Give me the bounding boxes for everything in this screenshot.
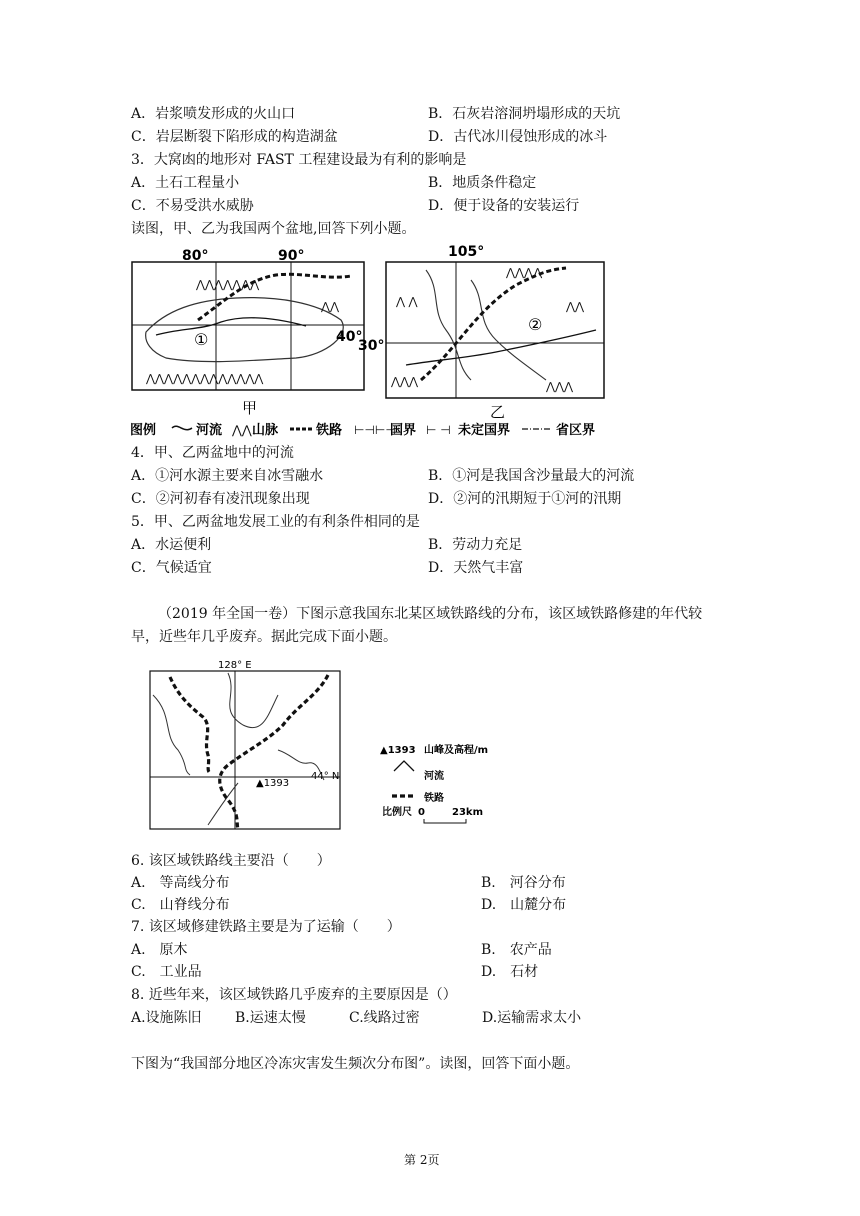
q8-option-b: B.运速太慢	[235, 1010, 306, 1026]
map-yi-frame	[386, 262, 604, 398]
svg-text:⋀⋀⋀⋀⋀⋀⋀: ⋀⋀⋀⋀⋀⋀⋀	[196, 278, 260, 291]
q2-option-c: C．岩层断裂下陷形成的构造湖盆	[131, 129, 338, 145]
svg-text:⋀⋀: ⋀⋀	[566, 300, 585, 313]
rail-intro-line2: 早，近些年几乎废弃。据此完成下面小题。	[131, 629, 397, 645]
q5-option-c: C．气候适宜	[131, 560, 212, 576]
q5-stem: 5．甲、乙两盆地发展工业的有利条件相同的是	[131, 514, 420, 530]
q8-option-a: A.设施陈旧	[131, 1010, 202, 1026]
legend-title: 图例	[130, 423, 157, 438]
svg-text:⋀⋀⋀: ⋀⋀⋀	[391, 375, 419, 388]
q3-stem: 3．大窝凼的地形对 FAST 工程建设最为有利的影响是	[131, 152, 467, 168]
legend2-railway: 铁路	[424, 793, 444, 804]
q7-stem: 7. 该区域修建铁路主要是为了运输（ ）	[131, 919, 401, 935]
legend-river: 河流	[196, 423, 223, 438]
svg-text:⋀ ⋀: ⋀ ⋀	[396, 295, 418, 308]
q3-option-b: B．地质条件稳定	[428, 175, 537, 191]
legend-railway-map	[380, 743, 488, 823]
frost-intro: 下图为“我国部分地区冷冻灾害发生频次分布图”。读图，回答下面小题。	[131, 1056, 580, 1072]
svg-text:⊢ ⊣: ⊢ ⊣	[426, 423, 451, 437]
svg-text:⋀⋀⋀⋀⋀⋀⋀⋀⋀⋀⋀⋀⋀: ⋀⋀⋀⋀⋀⋀⋀⋀⋀⋀⋀⋀⋀	[146, 372, 264, 385]
legend2-scale-value: 23km	[452, 807, 483, 818]
legend2-peak-label: 山峰及高程/m	[424, 745, 489, 756]
q6-option-a: A. 等高线分布	[131, 875, 230, 891]
legend-basin-maps	[130, 422, 595, 438]
svg-text:⋀⋀⋀⋀: ⋀⋀⋀⋀	[506, 266, 543, 279]
q2-option-b: B．石灰岩溶洞坍塌形成的天坑	[428, 106, 621, 122]
q6-option-c: C. 山脊线分布	[131, 897, 230, 913]
q7-option-a: A. 原木	[131, 942, 188, 958]
map-yi-caption: 乙	[490, 403, 506, 421]
map-yi-marker: ②	[528, 315, 543, 334]
legend-province: 省区界	[556, 423, 596, 438]
map-jia-lon-90: 90°	[278, 248, 305, 264]
q7-option-d: D. 石材	[481, 964, 539, 980]
q8-option-c: C.线路过密	[349, 1010, 420, 1026]
q8-option-d: D.运输需求太小	[482, 1010, 582, 1026]
page-number: 第 2页	[404, 1153, 440, 1167]
q6-stem: 6. 该区域铁路线主要沿（ ）	[131, 853, 331, 869]
q4-stem: 4．甲、乙两盆地中的河流	[131, 445, 294, 461]
svg-text:⊢⊣⊢⊣: ⊢⊣⊢⊣	[354, 423, 396, 437]
map-jia-marker: ①	[194, 330, 209, 349]
basin-maps-figure	[126, 240, 616, 440]
q5-option-d: D．天然气丰富	[428, 560, 524, 576]
q7-option-c: C. 工业品	[131, 964, 202, 980]
legend-border: 国界	[390, 423, 417, 438]
map-yi-lat-30: 30°	[358, 338, 385, 354]
q4-option-a: A．①河水源主要来自冰雪融水	[131, 468, 324, 484]
map3-lat: 44° N	[311, 771, 340, 782]
map-jia-lon-80: 80°	[182, 248, 209, 264]
legend2-peak-symbol: ▲1393	[380, 745, 416, 756]
legend-railway: 铁路	[316, 423, 343, 438]
q4-option-c: C．②河初春有凌汛现象出现	[131, 491, 310, 507]
q6-option-b: B. 河谷分布	[481, 875, 566, 891]
map3-peak: ▲1393	[256, 778, 290, 789]
q3-option-c: C．不易受洪水威胁	[131, 198, 254, 214]
svg-text:⋀⋀: ⋀⋀	[321, 300, 340, 313]
legend-mountain: 山脉	[252, 423, 279, 438]
legend2-scale-label: 比例尺	[382, 807, 412, 818]
legend2-river: 河流	[424, 771, 444, 782]
q3-option-d: D．便于设备的安装运行	[428, 198, 580, 214]
q3-option-a: A．土石工程量小	[131, 175, 240, 191]
map-yi-lon-105: 105°	[448, 244, 485, 260]
basins-intro: 读图，甲、乙为我国两个盆地,回答下列小题。	[131, 221, 416, 237]
q2-option-a: A．岩浆喷发形成的火山口	[131, 106, 296, 122]
legend2-scale-zero: 0	[418, 807, 425, 818]
map-jia-lat-40: 40°	[336, 329, 363, 345]
svg-text:⋀⋀⋀: ⋀⋀⋀	[546, 380, 574, 393]
map3-lon: 128° E	[218, 660, 252, 671]
railway-map-figure	[148, 655, 508, 833]
q7-option-b: B. 农产品	[481, 942, 552, 958]
legend-undetermined: 未定国界	[458, 423, 511, 438]
map-jia-caption: 甲	[242, 399, 258, 417]
q4-option-b: B．①河是我国含沙量最大的河流	[428, 468, 635, 484]
q8-stem: 8. 近些年来，该区域铁路几乎废弃的主要原因是（）	[131, 987, 457, 1003]
q5-option-a: A．水运便利	[131, 537, 212, 553]
q4-option-d: D．②河的汛期短于①河的汛期	[428, 491, 622, 507]
q5-option-b: B．劳动力充足	[428, 537, 523, 553]
q6-option-d: D. 山麓分布	[481, 897, 567, 913]
rail-intro-line1: （2019 年全国一卷）下图示意我国东北某区域铁路线的分布，该区域铁路修建的年代较	[158, 606, 703, 622]
q2-option-d: D．古代冰川侵蚀形成的冰斗	[428, 129, 608, 145]
svg-text:⋀⋀: ⋀⋀	[232, 423, 252, 437]
